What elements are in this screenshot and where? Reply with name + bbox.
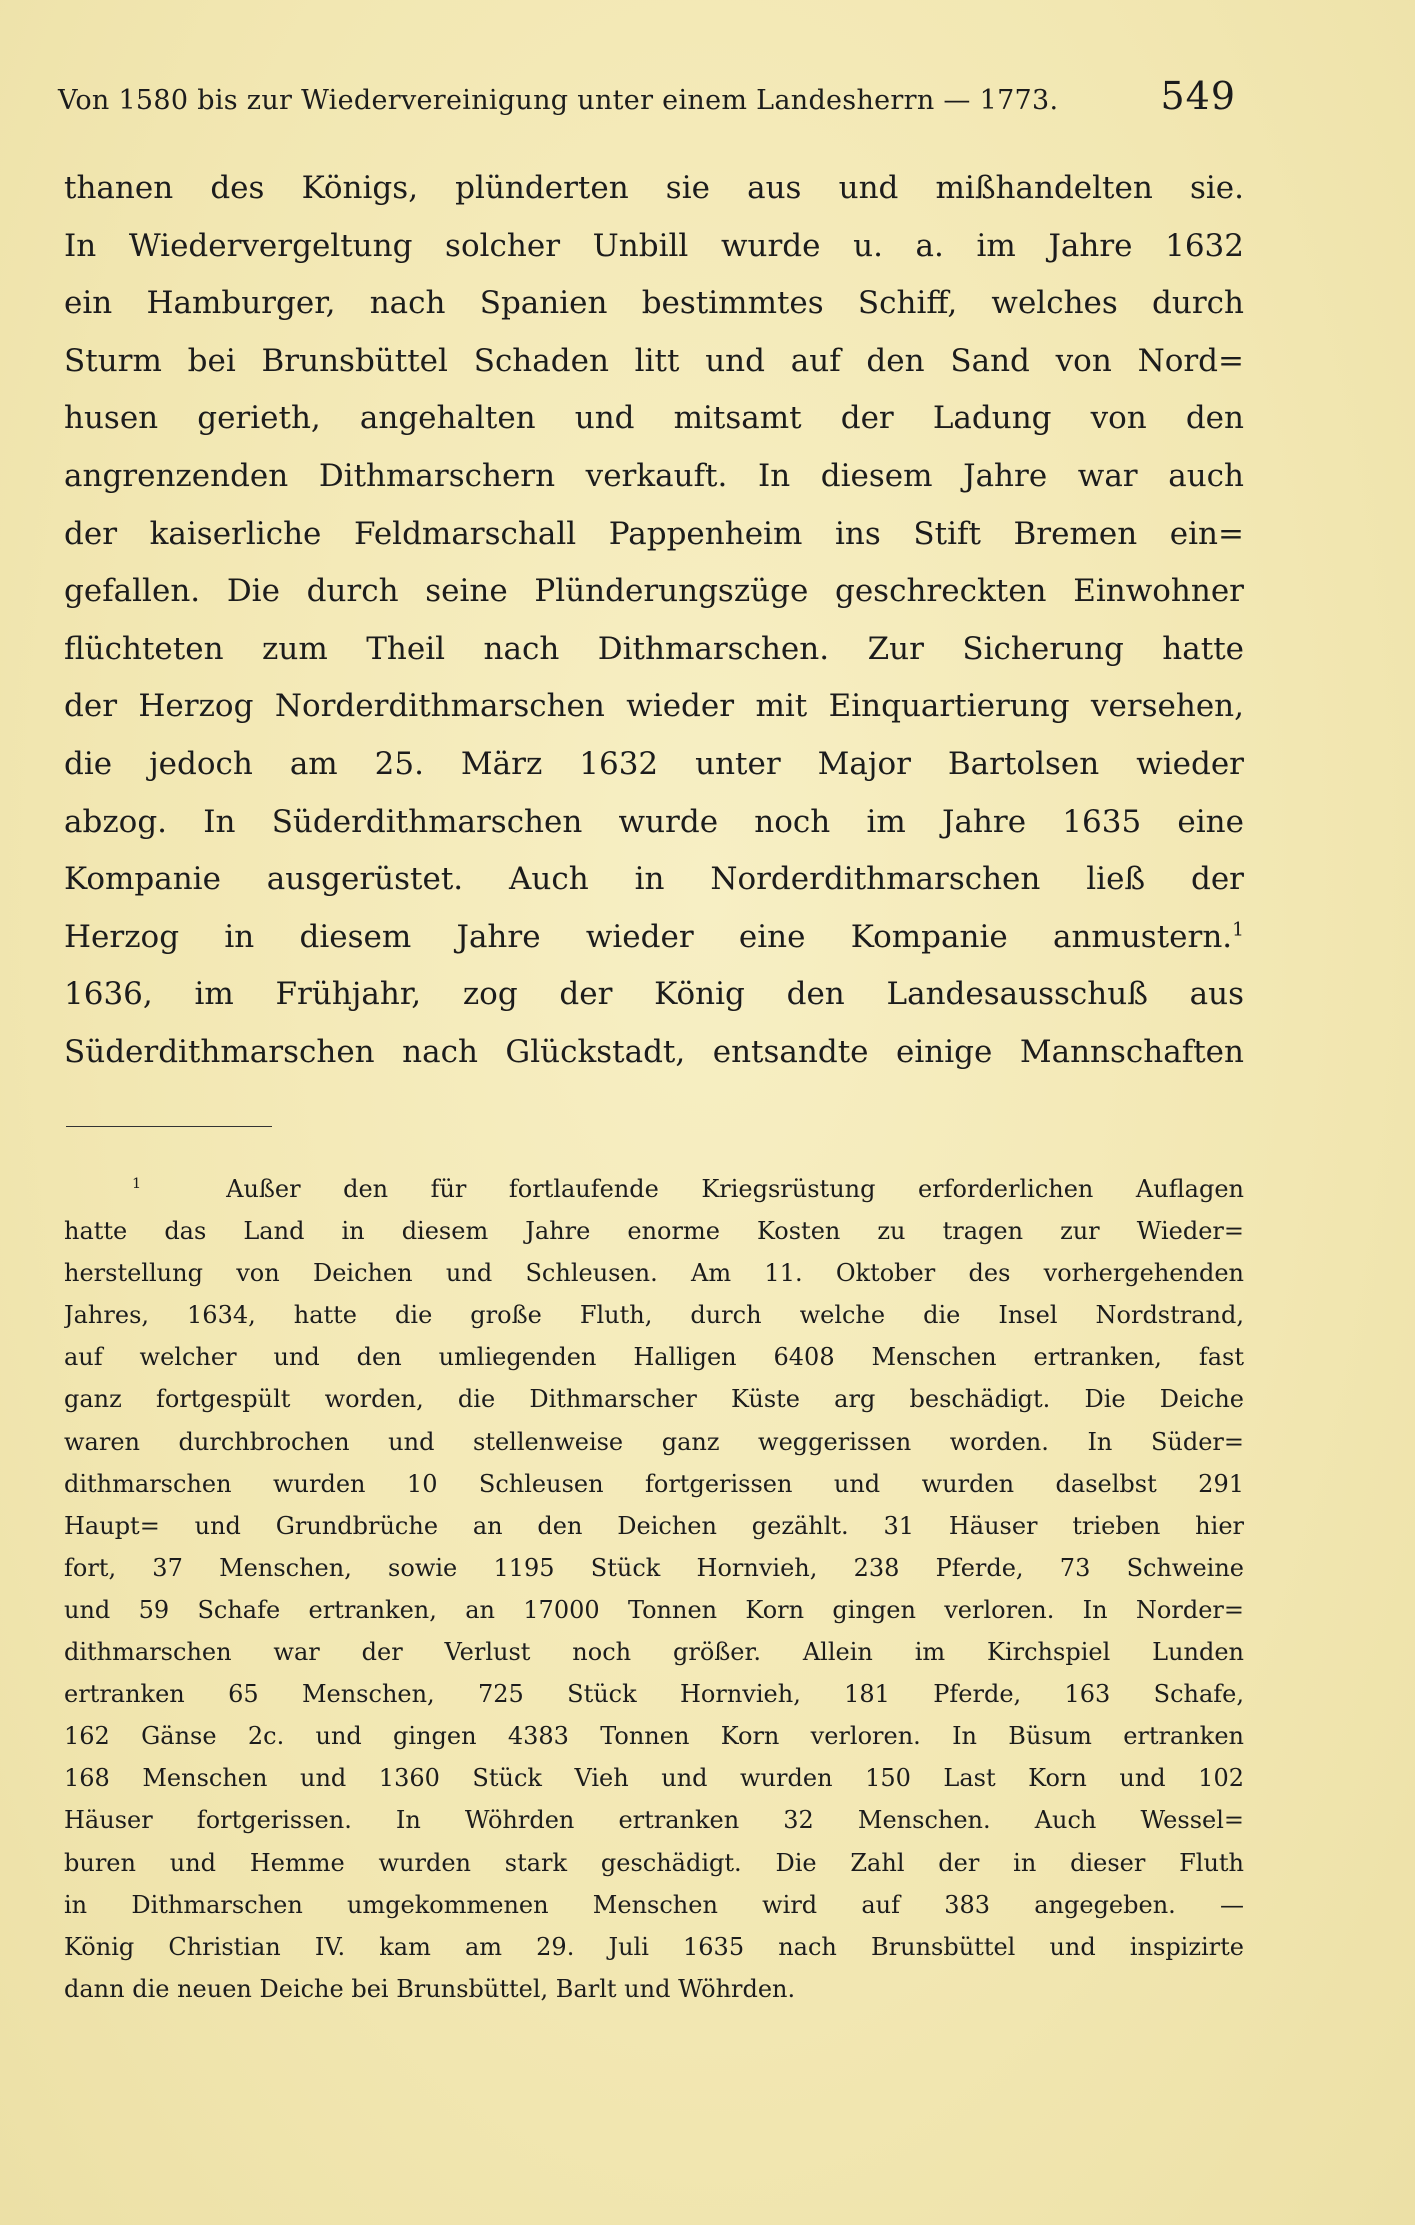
text-line: der Herzog Norderdithmarschen wieder mit Einquartierung versehen, [64,688,1244,725]
text-line: In Wiedervergeltung solcher Unbill wurde u. a. im Jahre 1632 [64,227,1244,264]
text-line: gefallen. Die durch seine Plünderungszüge geschreckten Einwohner [64,573,1244,610]
footnote-line: hatte das Land in diesem Jahre enorme Kosten zu tragen zur Wieder= [64,1217,1244,1246]
footnote-line: in Dithmarschen umgekommenen Menschen wird auf 383 angegeben. — [64,1890,1244,1919]
main-text [64,160,1244,1082]
footnote-line: dithmarschen war der Verlust noch größer. Allein im Kirchspiel Lunden [64,1638,1244,1667]
footnote-line: und 59 Schafe ertranken, an 17000 Tonnen Korn gingen verloren. In Norder= [64,1595,1244,1624]
text-line-with-footnote-ref [64,909,1244,967]
footnote-line: 162 Gänse 2c. und gingen 4383 Tonnen Korn verloren. In Büsum ertranken [64,1722,1244,1751]
footnote-first-line [64,1168,1244,1210]
footnote-line: dithmarschen wurden 10 Schleusen fortgerissen und wurden daselbst 291 [64,1469,1244,1498]
footnote-line: ganz fortgespült worden, die Dithmarscher Küste arg beschädigt. Die Deiche [64,1385,1244,1414]
footnote-line: König Christian IV. kam am 29. Juli 1635 nach Brunsbüttel und inspizirte [64,1932,1244,1961]
footnote-line: auf welcher und den umliegenden Halligen 6408 Menschen ertranken, fast [64,1343,1244,1372]
footnote-line: herstellung von Deichen und Schleusen. Am 11. Oktober des vorhergehenden [64,1259,1244,1288]
running-head [58,72,1236,120]
text-line: der kaiserliche Feldmarschall Pappenheim ins Stift Bremen ein= [64,515,1244,552]
footnote-line: Häuser fortgerissen. In Wöhrden ertranken 32 Menschen. Auch Wessel= [64,1806,1244,1835]
footnote-line: Haupt= und Grundbrüche an den Deichen gezählt. 31 Häuser trieben hier [64,1511,1244,1540]
text-line: angrenzenden Dithmarschern verkauft. In diesem Jahre war auch [64,457,1244,494]
footnote-line: buren und Hemme wurden stark geschädigt. Die Zahl der in dieser Fluth [64,1848,1244,1877]
footnote-separator [66,1126,272,1127]
text-line: Süderdithmarschen nach Glückstadt, entsandte einige Mannschaften [64,1033,1244,1070]
text-line: flüchteten zum Theil nach Dithmarschen. Zur Sicherung hatte [64,630,1244,667]
text-line: Herzog in diesem Jahre wieder eine Kompanie anmustern. [64,918,1233,955]
text-line: abzog. In Süderdithmarschen wurde noch im Jahre 1635 eine [64,803,1244,840]
text-line: die jedoch am 25. März 1632 unter Major Bartolsen wieder [64,745,1244,782]
page-number: 549 [1160,74,1236,118]
text-line: husen gerieth, angehalten und mitsamt der Ladung von den [64,400,1244,437]
footnote [64,1168,1244,2010]
text-line: thanen des Königs, plünderten sie aus und mißhandelten sie. [64,170,1244,206]
footnote-line: fort, 37 Menschen, sowie 1195 Stück Hornvieh, 238 Pferde, 73 Schweine [64,1553,1244,1582]
text-line: Sturm bei Brunsbüttel Schaden litt und auf den Sand von Nord= [64,342,1244,379]
text-line: 1636, im Frühjahr, zog der König den Landesausschuß aus [64,976,1244,1013]
footnote-line: Jahres, 1634, hatte die große Fluth, durch welche die Insel Nordstrand, [64,1301,1244,1330]
footnote-reference[interactable]: 1 [1232,919,1244,941]
footnote-marker: 1 [132,1176,142,1192]
text-line: ein Hamburger, nach Spanien bestimmtes Schiff, welches durch [64,285,1244,322]
footnote-line: dann die neuen Deiche bei Brunsbüttel, Barlt und Wöhrden. [64,1974,796,2003]
footnote-line: 168 Menschen und 1360 Stück Vieh und wurden 150 Last Korn und 102 [64,1764,1244,1793]
running-head-title: Von 1580 bis zur Wiedervereinigung unter einem Landesherrn — 1773. [58,85,1059,116]
footnote-line: waren durchbrochen und stellenweise ganz weggerissen worden. In Süder= [64,1427,1244,1456]
footnote-line: ertranken 65 Menschen, 725 Stück Hornvieh, 181 Pferde, 163 Schafe, [64,1680,1244,1709]
footnote-line: Außer den für fortlaufende Kriegsrüstung erforderlichen Auflagen [226,1175,1244,1203]
text-line: Kompanie ausgerüstet. Auch in Norderdithmarschen ließ der [64,861,1244,898]
